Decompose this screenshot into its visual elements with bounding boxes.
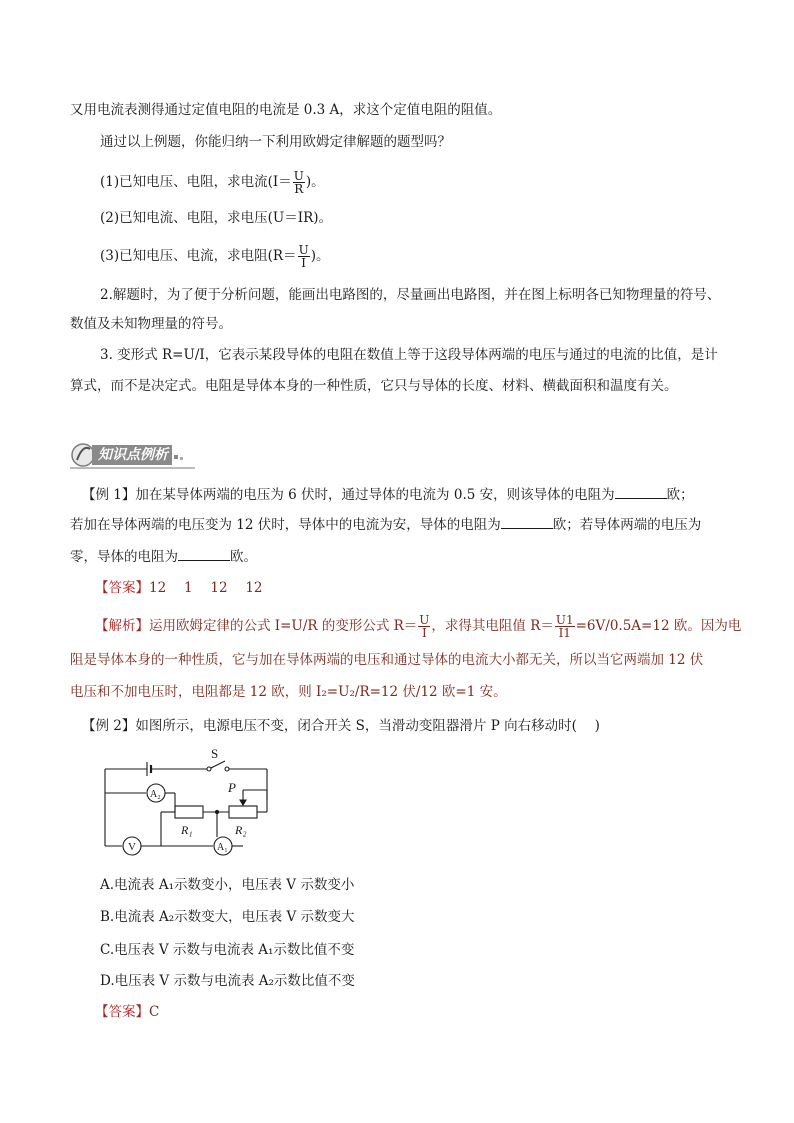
section-title: 知识点例析 (98, 447, 168, 463)
analysis-text-1c: =6V/0.5A=12 欧。因为电 (575, 618, 742, 634)
example-1-answer (95, 578, 263, 598)
formula-item-1-prefix: (1)已知电压、电阻，求电流(I＝ (100, 174, 292, 190)
formula-item-1 (100, 170, 325, 195)
switch-label: S (211, 746, 219, 761)
example-1-analysis-line-1 (95, 614, 741, 639)
example-1-line-1 (82, 484, 694, 505)
formula-item-3-suffix: )。 (310, 248, 330, 264)
intro-question: 通过以上例题，你能归纳一下利用欧姆定律解题的题型吗？ (100, 134, 451, 150)
fraction-numerator: U (419, 613, 430, 627)
option-a: A.电流表 A₁示数变小，电压表 V 示数变小 (100, 877, 355, 893)
fraction-u-over-i (298, 244, 310, 269)
point-3-line-2: 算式，而不是决定式。电阻是导体本身的一种性质，它只与导体的长度、材料、横截面积和温度有关。 (70, 378, 678, 394)
fraction-numerator: U (298, 243, 309, 257)
example-1-text-1b: 欧； (666, 487, 694, 503)
analysis-tag: 【解析】 (95, 618, 149, 634)
option-b: B.电流表 A₂示数变大，电压表 V 示数变大 (100, 909, 355, 925)
voltmeter-label: V (128, 841, 136, 853)
fraction-u-over-i (418, 614, 430, 639)
analysis-text-1a: 运用欧姆定律的公式 I=U/R 的变形公式 R＝ (149, 618, 418, 634)
answer-tag: 【答案】 (95, 580, 149, 596)
switch-terminal (207, 767, 211, 771)
formula-item-2: (2)已知电流、电阻，求电压(U＝IR)。 (100, 210, 333, 226)
r1-label: R₁ (181, 823, 193, 837)
fraction-denominator: R (294, 182, 304, 196)
formula-item-3 (100, 244, 329, 269)
example-2-text: 如图所示，电源电压不变，闭合开关 S，当滑动变阻器滑片 P 向右移动时( ) (135, 718, 600, 734)
resistor-r2 (229, 806, 257, 818)
formula-item-3-prefix: (3)已知电压、电流，求电阻(R＝ (100, 248, 297, 264)
example-1-analysis-line-3: 电压和不加电压时，电阻都是 12 欧，则 I₂=U₂/R=12 伏/12 欧=1 安。 (70, 684, 507, 700)
example-1-line-3 (70, 546, 257, 567)
circuit-diagram (95, 742, 280, 860)
point-2-line-1: 2.解题时，为了便于分析问题，能画出电路图的，尽量画出电路图，并在图上标明各已知物理量的符号、 (100, 287, 721, 303)
point-3-line-1: 3. 变形式 R=U/I，它表示某段导体的电阻在数值上等于这段导体两端的电压与通过的电流的比值，是计 (100, 347, 718, 363)
intro-line-1: 又用电流表测得通过定值电阻的电流是 0.3 A，求这个定值电阻的阻值。 (70, 102, 502, 118)
ammeter-a1-label: A₁ (217, 842, 228, 853)
example-1-text-2b: 欧；若导体两端的电压为 (552, 517, 702, 533)
example-2-tag: 【例 2】 (82, 718, 136, 734)
example-1-analysis-line-2: 阻是导体本身的一种性质，它与加在导体两端的电压和通过导体的电流大小都无关，所以当它两端加 12 伏 (70, 652, 704, 668)
example-2-stem (82, 716, 600, 736)
fraction-numerator: U1 (555, 613, 574, 627)
example-1-text-2a: 若加在导体两端的电压变为 12 伏时，导体中的电流为安，导体的电阻为 (70, 517, 501, 533)
ammeter-a2-label: A₂ (150, 789, 161, 800)
fraction-numerator: U (293, 169, 304, 183)
example-1-text-3b: 欧。 (230, 549, 257, 565)
switch-blade (211, 761, 225, 768)
fraction-u-over-r (293, 170, 305, 195)
formula-item-1-suffix: )。 (305, 174, 325, 190)
answer-value: C (149, 1004, 160, 1020)
analysis-text-1b: ，求得其电阻值 R＝ (431, 618, 554, 634)
example-2-answer (95, 1002, 159, 1022)
option-d: D.电压表 V 示数与电流表 A₂示数比值不变 (100, 973, 355, 989)
slider-arrow (240, 800, 246, 805)
example-1-text-3a: 零，导体的电阻为 (70, 549, 178, 565)
section-header (70, 440, 195, 470)
answer-tag: 【答案】 (95, 1004, 149, 1020)
answer-blank (615, 484, 667, 499)
answer-value: 12 1 12 12 (149, 580, 263, 596)
answer-blank (501, 514, 553, 529)
slider-label: P (228, 780, 236, 795)
switch-terminal (225, 767, 229, 771)
r2-label: R₂ (235, 823, 247, 837)
example-1-tag: 【例 1】 (82, 487, 136, 503)
fraction-denominator: I1 (558, 626, 571, 640)
option-c: C.电压表 V 示数与电流表 A₁示数比值不变 (100, 942, 355, 958)
answer-blank (178, 546, 230, 561)
resistor-r1 (175, 806, 203, 818)
point-2-line-2: 数值及未知物理量的符号。 (70, 316, 232, 332)
example-1-line-2 (70, 514, 701, 535)
fraction-denominator: I (421, 626, 427, 640)
example-1-text-1a: 加在某导体两端的电压为 6 伏时，通过导体的电流为 0.5 安，则该导体的电阻为 (135, 487, 615, 503)
fraction-denominator: I (301, 256, 306, 270)
fraction-u1-over-i1 (555, 614, 575, 639)
